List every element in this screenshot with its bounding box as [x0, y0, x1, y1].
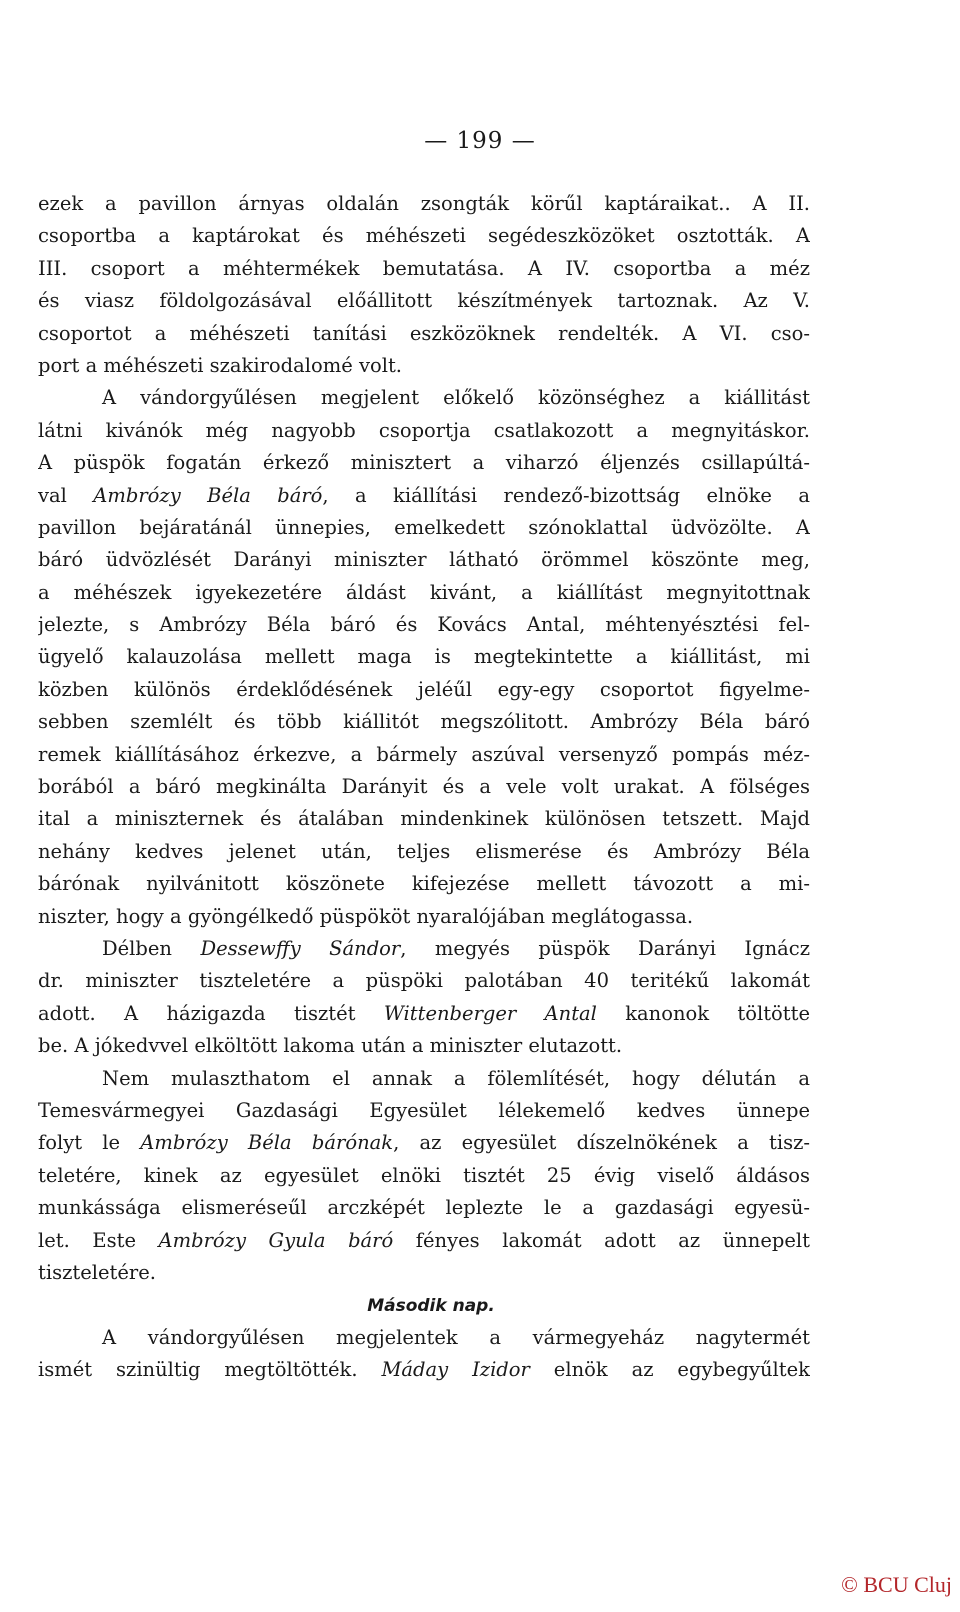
- text-line: [38, 1127, 810, 1159]
- text-line: [38, 318, 810, 350]
- italic-name: Máday Izidor: [381, 1358, 530, 1382]
- text-line: [38, 220, 810, 252]
- italic-name: Ambrózy Béla bárónak: [140, 1131, 394, 1155]
- text-line: [38, 998, 810, 1030]
- copyright-watermark: © BCU Cluj: [841, 1572, 952, 1597]
- text-segment: A vándorgyűlésen megjelent előkelő közönséghez a kiállitást: [102, 386, 810, 410]
- text-segment: bárónak nyilvánitott köszönete kifejezése mellett távozott a mi-: [38, 872, 810, 896]
- text-segment: a méhészek igyekezetére áldást kivánt, a kiállítást megnyitottnak: [38, 580, 810, 604]
- text-line: [38, 253, 810, 285]
- text-segment: sebben szemlélt és több kiállitót megszólitott. Ambrózy Béla báró: [38, 710, 810, 734]
- text-line: [38, 803, 810, 835]
- text-segment: A püspök fogatán érkező minisztert a viharzó éljenzés csillapúltá-: [38, 451, 810, 475]
- text-line: [38, 868, 810, 900]
- italic-name: Ambrózy Béla báró: [93, 483, 323, 507]
- text-line: [38, 836, 810, 868]
- text-line: [38, 901, 810, 933]
- text-line: [38, 1322, 810, 1354]
- text-line: [38, 771, 810, 803]
- text-segment: báró üdvözlését Darányi miniszter látható örömmel köszönte meg,: [38, 548, 810, 572]
- text-segment: III. csoport a méhtermékek bemutatása. A IV. csoportba a méz: [38, 256, 810, 280]
- text-line: [38, 544, 810, 576]
- text-segment: nehány kedves jelenet után, teljes elismerése és Ambrózy Béla: [38, 839, 810, 863]
- text-segment: borából a báró megkinálta Darányit és a vele volt urakat. A fölséges: [38, 775, 810, 799]
- text-line: [38, 188, 810, 220]
- text-segment: látni kivánók még nagyobb csoportja csatlakozott a megnyitáskor.: [38, 418, 810, 442]
- text-line: [38, 512, 810, 544]
- text-segment: ügyelő kalauzolása mellett maga is megtekintette a kiállitást, mi: [38, 645, 810, 669]
- text-line: [38, 285, 810, 317]
- text-line: [38, 1063, 810, 1095]
- text-segment: Délben: [102, 936, 201, 960]
- text-segment: be. A jókedvvel elköltött lakoma után a miniszter elutazott.: [38, 1034, 623, 1058]
- text-line: [38, 382, 810, 414]
- text-segment: pavillon bejáratánál ünnepies, emelkedett szónoklattal üdvözölte. A: [38, 515, 810, 539]
- text-segment: remek kiállításához érkezve, a bármely aszúval versenyző pompás méz-: [38, 742, 810, 766]
- text-segment: A vándorgyűlésen megjelentek a vármegyeház nagytermét: [102, 1325, 810, 1349]
- text-line: [38, 480, 810, 512]
- text-line: [38, 739, 810, 771]
- text-line: [38, 1095, 810, 1127]
- text-line: [38, 674, 810, 706]
- text-segment: ital a miniszternek és átalában mindenkinek különösen tetszett. Majd: [38, 807, 810, 831]
- page-number: — 199 —: [424, 128, 536, 154]
- text-line: [38, 1030, 810, 1062]
- text-segment: dr. miniszter tiszteletére a püspöki palotában 40 teritékű lakomát: [38, 969, 810, 993]
- text-line: [38, 933, 810, 965]
- text-line: [38, 706, 810, 738]
- text-segment: csoportot a méhészeti tanítási eszközöknek rendelték. A VI. cso-: [38, 321, 810, 345]
- text-segment: , az egyesület díszelnökének a tisz-: [393, 1131, 810, 1155]
- text-line: [38, 1225, 810, 1257]
- text-segment: folyt le: [38, 1131, 141, 1155]
- text-segment: ismét szinültig megtöltötték.: [38, 1358, 382, 1382]
- italic-name: Dessewffy Sándor: [200, 936, 401, 960]
- text-line: [38, 447, 810, 479]
- text-line: [38, 1354, 810, 1386]
- text-line: [38, 965, 810, 997]
- text-line: [38, 609, 810, 641]
- section-heading: [38, 1289, 810, 1321]
- text-segment: munkássága elismeréseűl arczképét leplezte le a gazdasági egyesü-: [38, 1196, 810, 1220]
- text-line: [38, 350, 810, 382]
- text-segment: let. Este: [38, 1228, 159, 1252]
- text-segment: teletére, kinek az egyesület elnöki tisztét 25 évig viselő áldásos: [38, 1163, 810, 1187]
- italic-name: Ambrózy Gyula báró: [158, 1228, 394, 1252]
- text-segment: , megyés püspök Darányi Ignácz: [400, 936, 810, 960]
- text-line: [38, 415, 810, 447]
- text-segment: , a kiállítási rendező-bizottság elnöke a: [322, 483, 810, 507]
- text-segment: ezek a pavillon árnyas oldalán zsongták körűl kaptáraikat.. A II.: [38, 192, 810, 215]
- text-line: [38, 577, 810, 609]
- text-segment: fényes lakomát adott az ünnepelt: [393, 1228, 810, 1252]
- italic-name: Wittenberger Antal: [383, 1001, 597, 1025]
- text-segment: Nem mulaszthatom el annak a fölemlítését, hogy délután a: [102, 1066, 810, 1090]
- text-line: [38, 641, 810, 673]
- text-segment: port a méhészeti szakirodalomé volt.: [38, 353, 402, 377]
- text-segment: adott. A házigazda tisztét: [38, 1001, 384, 1025]
- text-line: [38, 1257, 810, 1289]
- text-segment: jelezte, s Ambrózy Béla báró és Kovács Antal, méhtenyésztési fel-: [38, 613, 810, 637]
- text-segment: és viasz földolgozásával előállitott készítmények tartoznak. Az V.: [38, 289, 810, 313]
- text-segment: niszter, hogy a gyöngélkedő püspököt nyaralójában meglátogassa.: [38, 904, 694, 928]
- text-segment: csoportba a kaptárokat és méhészeti segédeszközöket osztották. A: [38, 224, 810, 248]
- text-line: [38, 1192, 810, 1224]
- text-segment: közben különös érdeklődésének jeléűl egy-egy csoportot figyelme-: [38, 677, 810, 701]
- text-segment: elnök az egybegyűltek: [529, 1358, 810, 1382]
- body-text: [38, 188, 810, 1386]
- text-segment: kanonok töltötte: [596, 1001, 810, 1025]
- text-segment: Temesvármegyei Gazdasági Egyesület lélekemelő kedves ünnepe: [38, 1098, 810, 1122]
- text-segment: tiszteletére.: [38, 1260, 156, 1284]
- section-heading-text: Második nap.: [367, 1296, 495, 1317]
- text-line: [38, 1160, 810, 1192]
- text-segment: val: [38, 483, 94, 507]
